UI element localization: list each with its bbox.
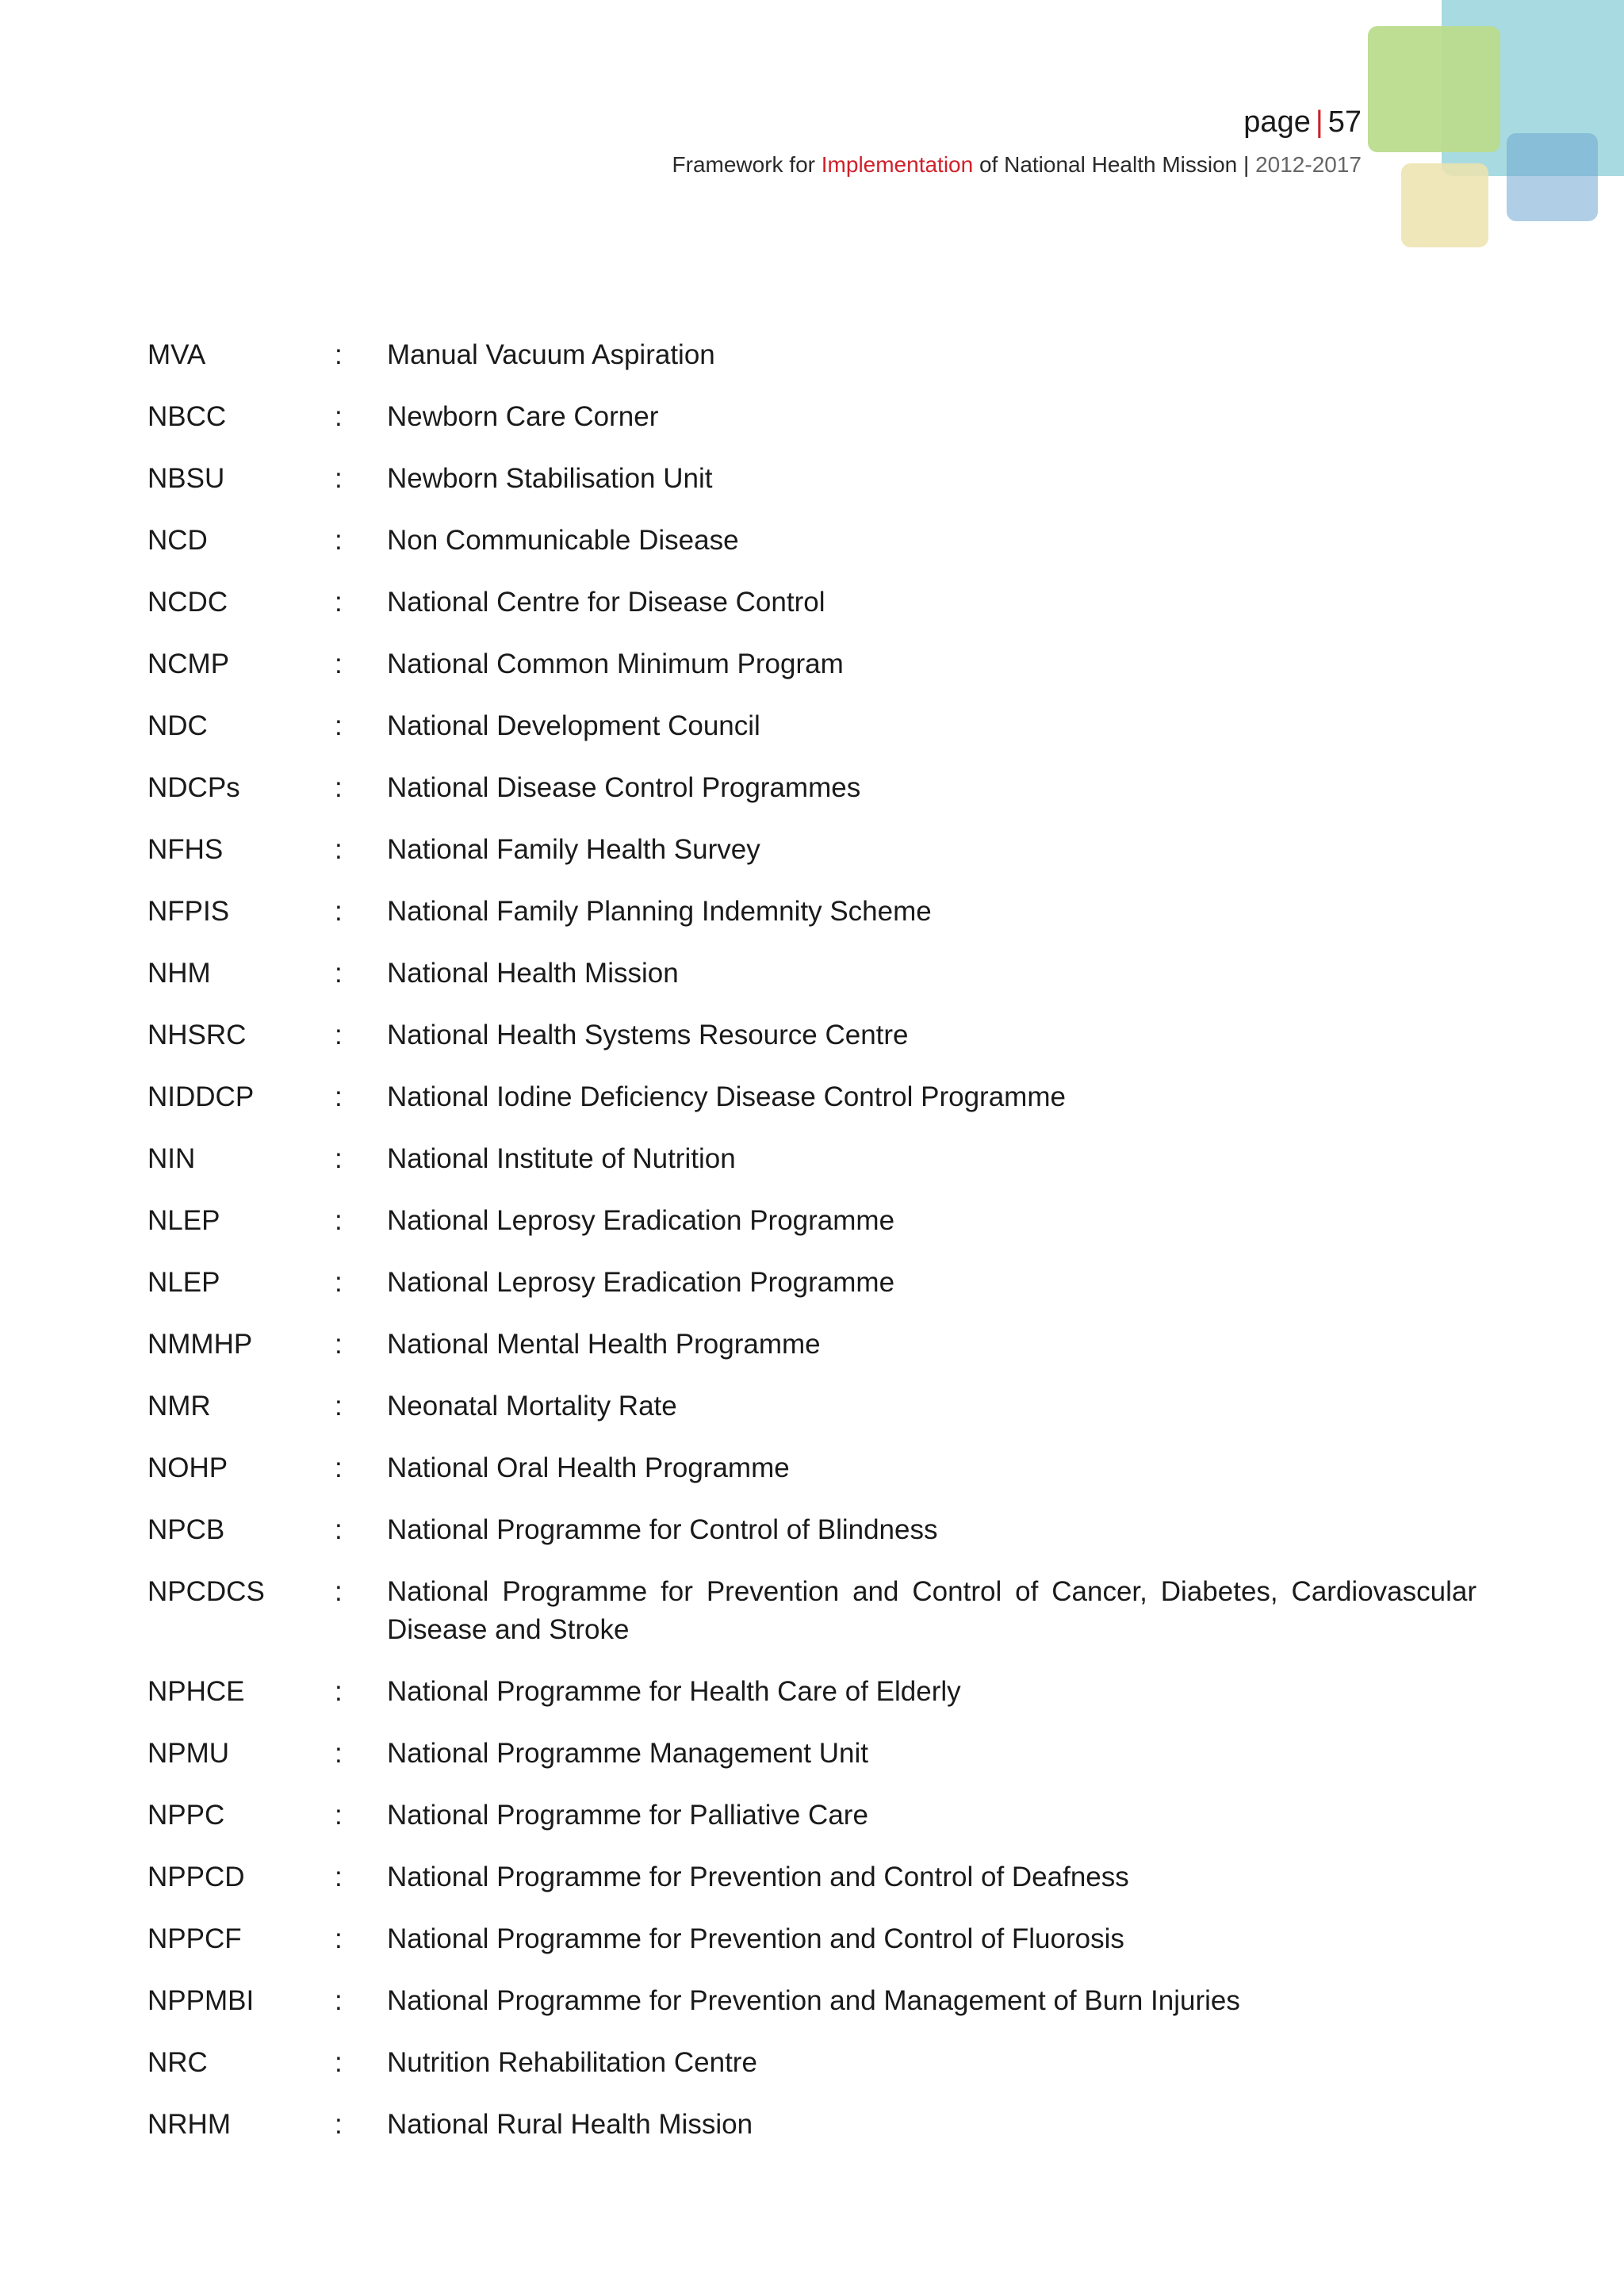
abbreviation-definition: National Leprosy Eradication Programme xyxy=(387,1205,895,1236)
decorative-square-blue xyxy=(1507,133,1598,221)
abbreviation-colon: : xyxy=(335,587,343,618)
abbreviation-term: NCD xyxy=(147,525,208,556)
abbreviation-row xyxy=(147,1982,1477,2044)
page-number-header xyxy=(1243,101,1362,143)
abbreviation-definition: National Iodine Deficiency Disease Control Programme xyxy=(387,1081,1066,1112)
abbreviation-definition: National Mental Health Programme xyxy=(387,1329,821,1360)
abbreviation-definition: National Health Systems Resource Centre xyxy=(387,1020,909,1050)
abbreviation-term: NPCDCS xyxy=(147,1576,265,1607)
abbreviation-term: NIN xyxy=(147,1143,196,1174)
abbreviation-definition: Non Communicable Disease xyxy=(387,525,739,556)
abbreviation-definition: National Common Minimum Program xyxy=(387,649,844,679)
abbreviation-row xyxy=(147,1449,1477,1511)
abbreviation-definition: National Programme Management Unit xyxy=(387,1738,868,1769)
abbreviation-row xyxy=(147,769,1477,831)
abbreviation-term: NBCC xyxy=(147,401,227,432)
abbreviation-row xyxy=(147,2044,1477,2106)
abbreviation-colon: : xyxy=(335,834,343,865)
abbreviation-colon: : xyxy=(335,1081,343,1112)
page-separator: | xyxy=(1315,105,1323,139)
abbreviation-term: NLEP xyxy=(147,1205,220,1236)
abbreviation-row xyxy=(147,1326,1477,1387)
abbreviation-colon: : xyxy=(335,525,343,556)
abbreviation-row xyxy=(147,893,1477,955)
running-title-years: 2012-2017 xyxy=(1255,152,1362,177)
abbreviation-row xyxy=(147,1673,1477,1735)
abbreviation-definition: National Oral Health Programme xyxy=(387,1452,790,1483)
abbreviation-term: NCDC xyxy=(147,587,228,618)
abbreviation-definition: Newborn Care Corner xyxy=(387,401,659,432)
abbreviation-term: NMR xyxy=(147,1391,211,1422)
abbreviation-definition: Nutrition Rehabilitation Centre xyxy=(387,2047,757,2078)
abbreviation-term: MVA xyxy=(147,339,206,370)
abbreviation-definition: Newborn Stabilisation Unit xyxy=(387,463,713,494)
decorative-square-yellow xyxy=(1401,163,1488,247)
abbreviation-colon: : xyxy=(335,2047,343,2078)
abbreviation-colon: : xyxy=(335,1985,343,2016)
abbreviation-row xyxy=(147,2106,1477,2168)
abbreviation-definition: National Family Planning Indemnity Scheme xyxy=(387,896,932,927)
abbreviation-colon: : xyxy=(335,1329,343,1360)
abbreviation-definition: National Health Mission xyxy=(387,958,679,989)
abbreviation-colon: : xyxy=(335,772,343,803)
abbreviation-definition: Manual Vacuum Aspiration xyxy=(387,339,715,370)
abbreviation-term: NPPCD xyxy=(147,1862,245,1892)
abbreviation-term: NLEP xyxy=(147,1267,220,1298)
abbreviation-term: NFHS xyxy=(147,834,224,865)
abbreviation-term: NHSRC xyxy=(147,1020,247,1050)
abbreviation-row xyxy=(147,1016,1477,1078)
abbreviation-row xyxy=(147,1140,1477,1202)
abbreviation-colon: : xyxy=(335,463,343,494)
abbreviation-row xyxy=(147,398,1477,460)
abbreviation-term: NPMU xyxy=(147,1738,230,1769)
running-title-suffix: of National Health Mission xyxy=(973,152,1238,177)
abbreviation-row xyxy=(147,460,1477,522)
abbreviation-row xyxy=(147,1202,1477,1264)
abbreviation-definition: National Programme for Palliative Care xyxy=(387,1800,868,1831)
abbreviation-colon: : xyxy=(335,1391,343,1422)
abbreviation-row xyxy=(147,645,1477,707)
running-title-prefix: Framework for xyxy=(672,152,822,177)
abbreviation-row xyxy=(147,1735,1477,1797)
abbreviation-colon: : xyxy=(335,958,343,989)
abbreviation-term: NPPMBI xyxy=(147,1985,255,2016)
page-label: page xyxy=(1243,105,1311,139)
abbreviation-definition: National Programme for Prevention and Management of Burn Injuries xyxy=(387,1985,1240,2016)
abbreviation-definition: National Rural Health Mission xyxy=(387,2109,753,2140)
abbreviation-row xyxy=(147,1264,1477,1326)
abbreviation-term: NPHCE xyxy=(147,1676,245,1707)
abbreviation-definition: National Institute of Nutrition xyxy=(387,1143,736,1174)
abbreviation-term: NIDDCP xyxy=(147,1081,255,1112)
abbreviation-term: NPCB xyxy=(147,1514,225,1545)
abbreviation-row xyxy=(147,707,1477,769)
abbreviation-definition: Neonatal Mortality Rate xyxy=(387,1391,677,1422)
abbreviation-colon: : xyxy=(335,401,343,432)
abbreviation-colon: : xyxy=(335,649,343,679)
abbreviation-definition: National Family Health Survey xyxy=(387,834,760,865)
abbreviation-row xyxy=(147,1797,1477,1858)
running-title xyxy=(672,149,1362,181)
abbreviation-row xyxy=(147,955,1477,1016)
abbreviation-row xyxy=(147,1387,1477,1449)
abbreviation-row xyxy=(147,1920,1477,1982)
abbreviation-colon: : xyxy=(335,1676,343,1707)
running-title-accent: Implementation xyxy=(821,152,974,177)
abbreviation-term: NMMHP xyxy=(147,1329,253,1360)
abbreviation-row xyxy=(147,1858,1477,1920)
decorative-square-green xyxy=(1368,26,1500,152)
abbreviation-definition: National Programme for Prevention and Control of Cancer, Diabetes, Cardiovascular Disease and Stroke xyxy=(387,1576,1477,1645)
abbreviation-colon: : xyxy=(335,339,343,370)
abbreviation-colon: : xyxy=(335,1514,343,1545)
abbreviation-colon: : xyxy=(335,1205,343,1236)
abbreviation-colon: : xyxy=(335,2109,343,2140)
abbreviation-colon: : xyxy=(335,710,343,741)
abbreviation-colon: : xyxy=(335,1267,343,1298)
abbreviation-colon: : xyxy=(335,1143,343,1174)
abbreviation-term: NBSU xyxy=(147,463,225,494)
abbreviation-definition: National Development Council xyxy=(387,710,760,741)
abbreviation-term: NPPCF xyxy=(147,1923,242,1954)
abbreviation-row xyxy=(147,522,1477,584)
abbreviation-row xyxy=(147,831,1477,893)
abbreviation-colon: : xyxy=(335,1800,343,1831)
abbreviation-definition: National Programme for Health Care of Elderly xyxy=(387,1676,961,1707)
abbreviation-definition: National Programme for Prevention and Control of Fluorosis xyxy=(387,1923,1124,1954)
abbreviation-colon: : xyxy=(335,1576,343,1607)
abbreviation-term: NCMP xyxy=(147,649,230,679)
abbreviation-definition: National Programme for Control of Blindness xyxy=(387,1514,938,1545)
abbreviation-colon: : xyxy=(335,1738,343,1769)
abbreviation-term: NFPIS xyxy=(147,896,230,927)
abbreviation-row xyxy=(147,336,1477,398)
abbreviation-definition: National Leprosy Eradication Programme xyxy=(387,1267,895,1298)
abbreviation-row xyxy=(147,1573,1477,1673)
abbreviation-definition: National Programme for Prevention and Control of Deafness xyxy=(387,1862,1129,1892)
page-number: 57 xyxy=(1327,105,1362,139)
abbreviation-term: NRHM xyxy=(147,2109,231,2140)
abbreviation-colon: : xyxy=(335,896,343,927)
abbreviation-definition: National Centre for Disease Control xyxy=(387,587,825,618)
abbreviation-colon: : xyxy=(335,1923,343,1954)
abbreviation-term: NDC xyxy=(147,710,208,741)
abbreviation-colon: : xyxy=(335,1862,343,1892)
abbreviation-colon: : xyxy=(335,1020,343,1050)
abbreviation-term: NPPC xyxy=(147,1800,225,1831)
abbreviation-definition: National Disease Control Programmes xyxy=(387,772,861,803)
abbreviation-term: NHM xyxy=(147,958,211,989)
abbreviation-term: NOHP xyxy=(147,1452,228,1483)
running-title-separator: | xyxy=(1243,152,1250,177)
abbreviation-row xyxy=(147,584,1477,645)
abbreviation-term: NDCPs xyxy=(147,772,240,803)
abbreviation-list xyxy=(147,336,1477,2168)
abbreviation-term: NRC xyxy=(147,2047,208,2078)
abbreviation-colon: : xyxy=(335,1452,343,1483)
abbreviation-row xyxy=(147,1078,1477,1140)
abbreviation-row xyxy=(147,1511,1477,1573)
